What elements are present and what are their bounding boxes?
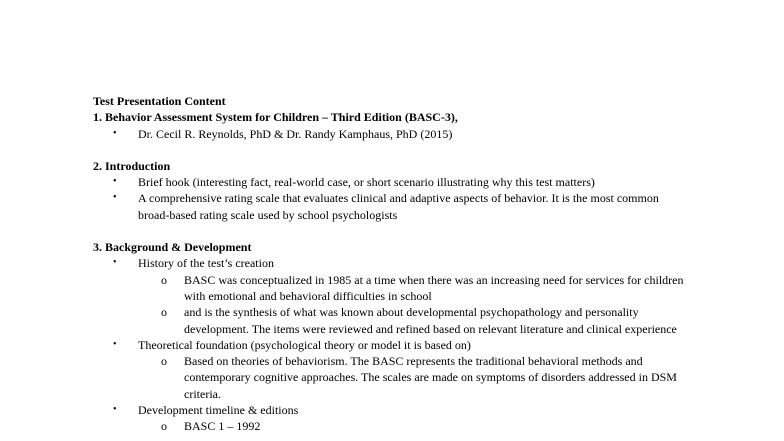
bullet-icon: • [113,338,117,350]
authors-text: Dr. Cecil R. Reynolds, PhD & Dr. Randy Kamphaus, PhD (2015) [138,126,453,141]
circle-bullet-icon: o [161,272,167,287]
list-item [93,174,693,190]
list-item [93,337,693,353]
document-body [93,93,693,435]
bullet-icon: • [113,192,117,204]
background-heading: 3. Background & Development [93,240,252,255]
theory-item: Theoretical foundation (psychological theory or model it is based on) [138,337,471,352]
bullet-icon: • [113,404,117,416]
timeline-item: Development timeline & editions [138,403,299,418]
list-item [93,402,693,418]
intro-heading: 2. Introduction [93,158,171,173]
history-item: History of the test’s creation [138,256,274,271]
history-detail-conceptualized: BASC was conceptualized in 1985 at a time when there was an increasing need for services for children with emotional and behavioral difficulties in school [184,272,684,303]
sub-list-item [93,353,693,402]
theory-detail: Based on theories of behaviorism. The BASC represents the traditional behavioral methods and contemporary cognitive approaches. The scales are made on symptoms of disorders addressed in DSM criteria. [184,354,677,401]
circle-bullet-icon: o [161,305,167,320]
sub-list-item [93,418,693,434]
sub-list-item [93,272,693,305]
sub-list-item [93,304,693,337]
timeline-detail: BASC 1 – 1992 [184,419,261,434]
circle-bullet-icon: o [161,419,167,434]
document-heading: Test Presentation Content [93,94,226,108]
bullet-icon: • [113,127,117,139]
bullet-icon: • [113,176,117,188]
intro-item-hook: Brief hook (interesting fact, real-world case, or short scenario illustrating why this test matters) [138,175,595,190]
list-item [93,190,693,223]
circle-bullet-icon: o [161,354,167,369]
intro-item-description: A comprehensive rating scale that evaluates clinical and adaptive aspects of behavior. It is the most common broad-based rating scale used by school psychologists [138,191,659,222]
list-item [93,255,693,271]
bullet-icon: • [113,257,117,269]
list-item [93,126,693,142]
test-title: 1. Behavior Assessment System for Children – Third Edition (BASC-3), [93,110,458,125]
history-detail-synthesis: and is the synthesis of what was known about developmental psychopathology and personality development. The items were reviewed and refined based on relevant literature and clinical experience [184,305,677,336]
